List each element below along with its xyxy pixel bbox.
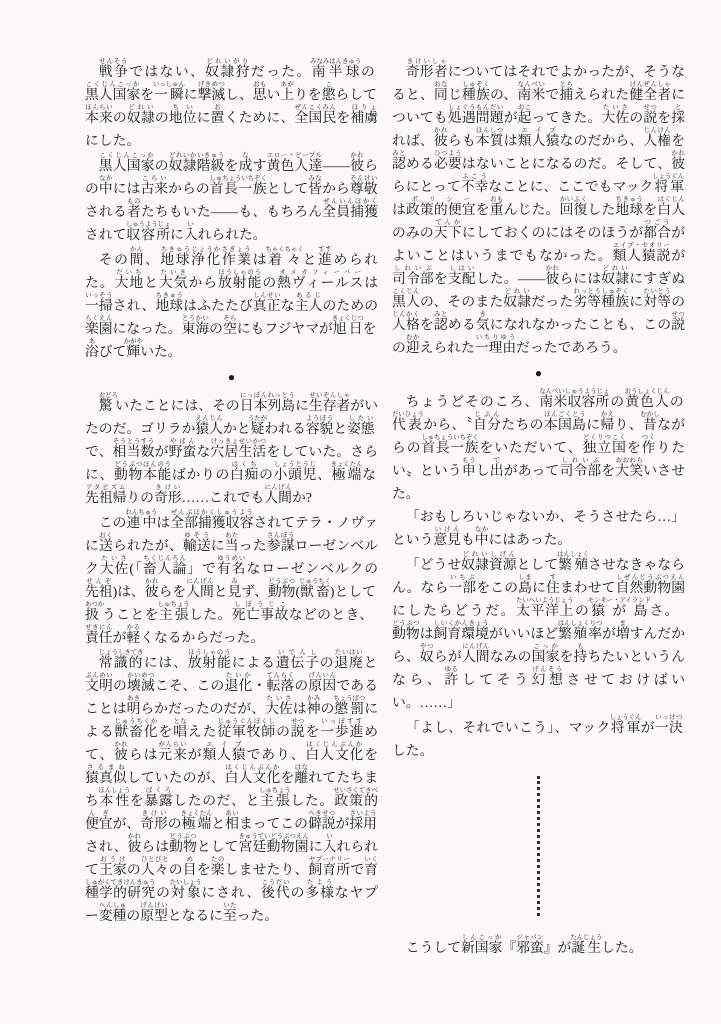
section-break-bullet: ●: [227, 370, 236, 384]
section-break-bullet: ●: [534, 366, 543, 380]
paragraph: この連中れんちゅうは全部捕獲収容ぜんぶほかくしゅうようされてテラ・ノヴァに送おくられたが、輸送ゆそうに当あたった参謀さんぼうローゼンベルク大佐たいさ(「畜人論ちくじんろん」で有名ゆうめいなローゼンベルクの先祖せんぞ)は、彼かれらを人間にんげんと見みず、動物どうぶつ(獣畜じゅうちく)として扱あつかうことを主張しゅちょうした。死亡事故しぼうじこなどのとき、責任せきにんが軽かるくなるからだった。: [85, 509, 379, 645]
ellipsis-dotted-line: [537, 776, 540, 916]
paragraph: 「よし、それでいこう」、マック将軍しょうぐんが一決いっけつした。: [392, 714, 683, 758]
paragraph: 「どうせ奴隷資源どれいしげんとして繁殖はんしょくさせなきゃならん。なら一部いちぶをこの島しまに住すまわせて自然動物園しぜんどうぶつえんにしたらどうだ。太平洋上たいへいようじょうの猿が島モンキー・アイランドさ。動物どうぶつは飼育環境しいくかんきょうがいいほど繁殖率はんしょくりつが増ますんだから、奴やつらが人間にんげんなみの国家こっかを持もちたいというんなら、許ゆるしてそう幻想げんそうさせておけばいい。……」: [392, 551, 686, 710]
paragraph: 驚おどろいたことには、その日本列島にっぽんれっとうに生存者せいぞんしゃがいたのだ。ゴリラか猿人えんじんかと疑うたがわれる容貌ようぼうと姿態したいで、相当数そうとうすうが野蛮やばんな穴居生活けっきょせいかつをしていた。さらに、動物本能どうぶつほんのうばかりの白痴はくちの小頭児しょうとうじ、極端きょくたんな先祖帰アタビズムりの奇形きけい……これでも人間にんげんか?: [85, 392, 379, 505]
paragraph: 戦争せんそうではない、奴隷狩どれいがりだった。南半球みなみはんきゅうの黒人国家こくじんこっかを一瞬いっしゅんに撃滅げきめつし、思おもい上あがりを懲こらして本来ほんらいの奴隷どれいの地位ちいに置おくために、全国民ぜんこくみんを補虜ほりょにした。: [85, 58, 379, 148]
paragraph: 「おもしろいじゃないか、そうさせたら…」という意見いけんも中なかにはあった。: [392, 509, 685, 547]
paragraph: 奇形者きけいしゃについてはそれでよかったが、そうなると、同おなじ種族しゅぞくの、南米なんべいで捕とらえられた健全者けんぜんしゃについても処遇問題しょぐうもんだいが起おこってきた。大佐たいさの説せつを採とれば、彼かれらも本質ほんしつは類人猿エイプなのだから、人権じんけんを認みとめる必要ひつようはないことになるのだ。そして、彼かれらにとって不幸ふこうなことに、ここでもマック将軍しょうぐんは政策的便宜ポリシーを重おもんじた。回復かいふくした地球ちきゅうを白人はくじんのみの天下てんかにしておくのにはそのほうが都合つごうがよいことはいうまでもなかった。類人猿説エイプ・セオリーが司令部しれいぶを支配しはいした。――彼かれらには奴隷どれいにすぎぬ黒人こくじんの、そのまた奴隷どれいだった劣等種族れっとうしゅぞくに対等たいとうの人格じんかくを認みとめる気きになれなかったことも、この説せつの迎むかえられた一理由いちりゆうだったであろう。: [392, 58, 686, 355]
left-text-column: [85, 58, 378, 1024]
paragraph: 常識的じょうしきてきには、放射能ほうしゃのうによる遺伝子いでんしの退廃たいはいと文明ぶんめいの壊滅かいめつこそ、この退化たいか・転落てんらくの原因げんいんであることは明あきらかだったのだが、大佐たいさは神かみの懲罰ちょうばつによる獣畜化じゅうちくかを唱となえた従軍牧師じゅうぐんぼくしの説せつを一歩進いっぽすすめて、彼かれらは元来がんらいが類人猿エイプであり、白人文化はくじんぶんかを猿真似さるまねしていたのが、白人文化はくじんぶんかを離はなれてたちまち本性ほんしょうを暴露ばくろしたのだ、と主張しゅちょうした。政策的便宜せいさくてきべんぎが、奇形きけいの極端きょくたんと相あいまってこの僻説へきせつが採用さいようされ、彼かれらは動物どうぶつとして宮廷動物園きゅうていどうぶつえんに入いれられて王家おうけの人々ひとびとの目めを楽たのしませたり、飼育所ヤプーナリーで育種学的研究いくしゅがくてきけんきゅうの対象たいしょうにされ、後代こうだいの多様たようなヤプー変種へんしゅの原型げんけいとなるに至いたった。: [85, 649, 379, 923]
right-text-column: [392, 58, 685, 1024]
paragraph: 黒人国家こくじんこっかの奴隷階級どれいかいきゅうを成なす黄色人達エロー・ピープル――彼かれらの中なかには古来こらいからの首長一族しゅちょういちぞくとして皆みなから尊敬そんけいされる者ものたちもいた――も、もちろん全員捕獲ぜんいんほかくされて収容所しゅうようじょに入いれられた。: [85, 152, 379, 242]
paragraph: ちょうどそのころ、南米収容所なんべいしゅうようじょの黄色人おうしょくじんの代表だいひょうから、〝自分じぶんたちの本国島ほんごくとうに帰かえり、昔むかしながらの首長一族しゅちょういちぞくをいただいて、独立国どくりつこくを作つくりたい〟という申もうし出でがあって司令部しれいぶを大笑おおわらいさせた。: [392, 388, 686, 501]
paragraph: その間かん、地球浄化作業ちきゅうじょうかさぎょうは着々ちゃくちゃくと進すすめられた。大地だいちと大気たいきから放射能ほうしゃのうの熱ヴィールスオメガフィーバーは一掃いっそうされ、地球ちきゅうはふたたび真正しんせいな主人あるじのための楽園らくえんになった。東海とうかいの空そらにもフジヤマが旭日きょくじつを浴あびて輝かがやいた。: [85, 246, 379, 359]
paragraph: こうして新国家しんこっか『邪蛮ジャパン』が誕生たんじょうした。: [405, 934, 643, 955]
